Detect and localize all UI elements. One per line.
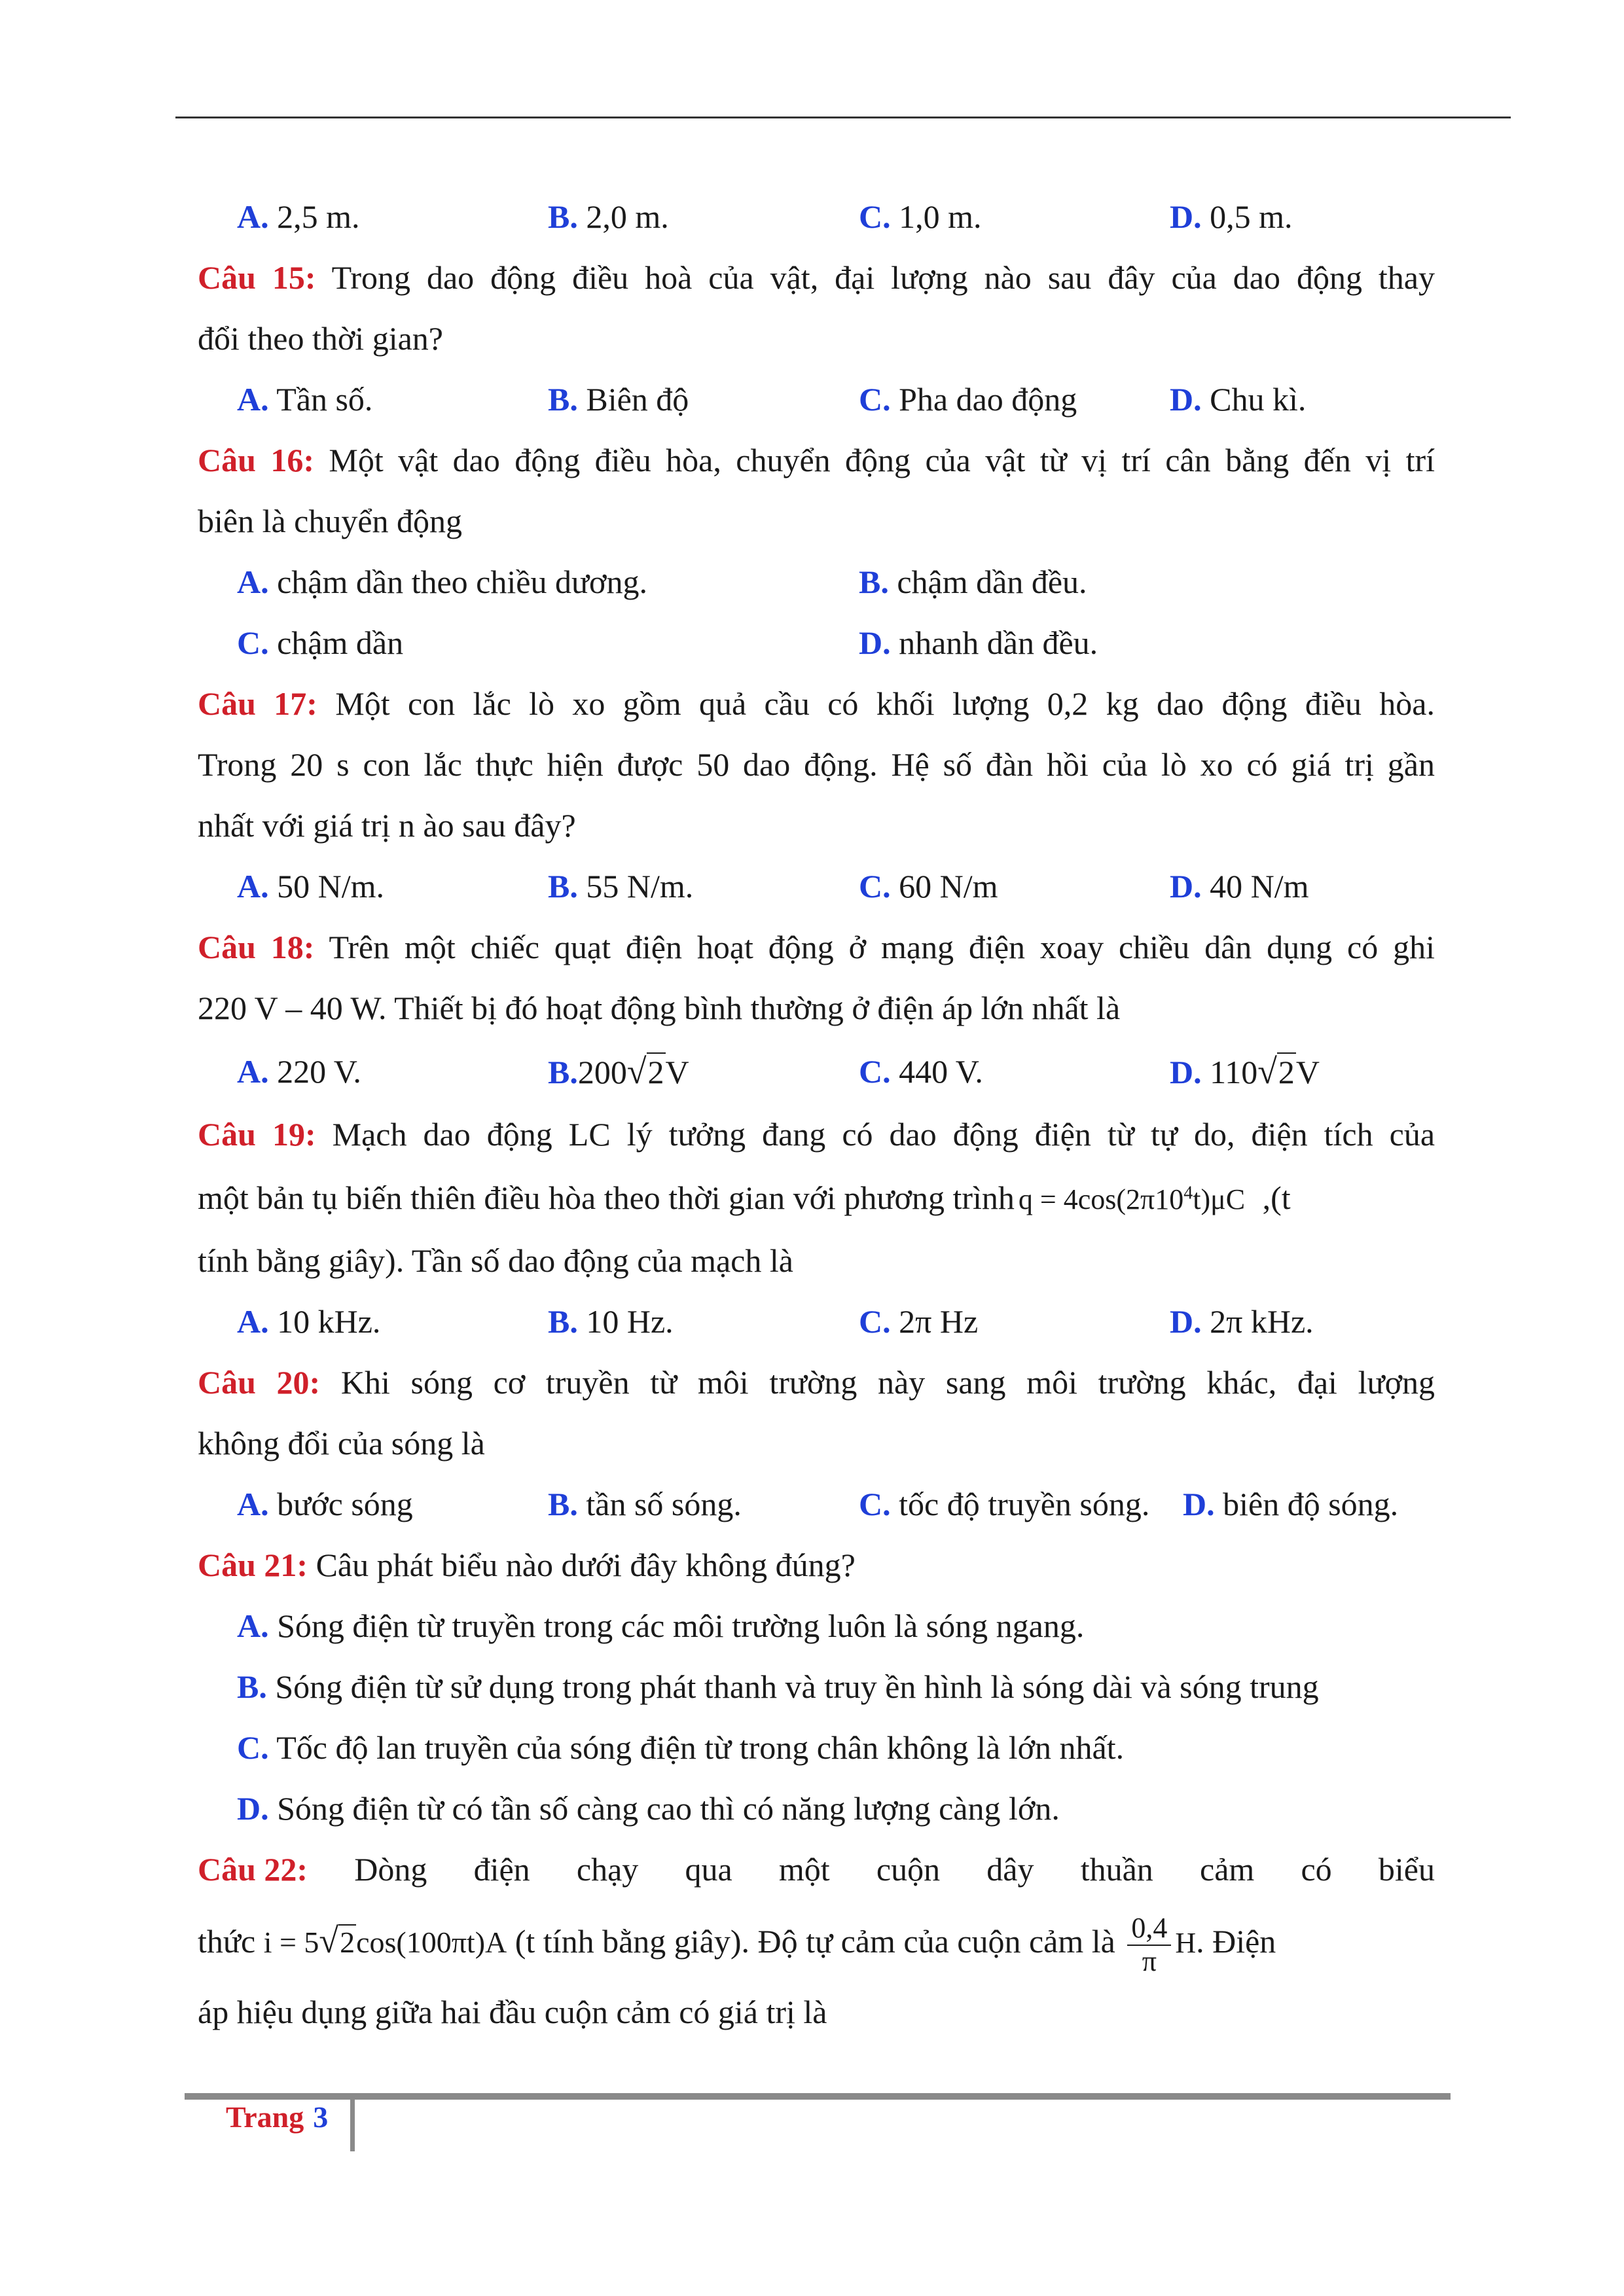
q16-option-b[interactable]: B. chậm dần đều. [859,564,1087,600]
q20-option-a[interactable]: A. bước sóng [237,1486,413,1522]
q19-equation: $q = 4\cos(2\pi 10^4t)\mu C$ [1018,1183,1246,1215]
footer-divider [350,2098,355,2151]
q21-option-d[interactable]: D. Sóng điện từ có tần số càng cao thì có năng lượng càng lớn. [237,1790,1060,1827]
q14-option-a[interactable]: A. 2,5 m. [237,198,360,235]
question-list [198,187,1435,2043]
q15-options [198,369,1435,430]
q16-stem-cont: biên là chuyển động [198,503,463,539]
q20-options [198,1474,1435,1535]
q18-number: Câu 18: [198,929,315,965]
q18-option-a[interactable]: A. 220 V. [237,1053,361,1090]
q18-stem-cont: 220 V – 40 W. Thiết bị đó hoạt động bình thường ở điện áp lớn nhất là [198,990,1121,1026]
header-rule [175,117,1511,118]
q17-option-d[interactable]: D. 40 N/m [1170,868,1309,905]
q20-option-c[interactable]: C. tốc độ truyền sóng. [859,1486,1150,1522]
q19-option-d[interactable]: D. 2π kHz. [1170,1303,1314,1340]
q14-options [198,187,1435,247]
q20-stem: Câu 20: Khi sóng cơ truyền từ môi trường này sang môi trường khác, đại lượng [198,1364,1435,1401]
q16-option-c[interactable]: C. chậm dần [237,624,404,661]
q20-number: Câu 20: [198,1364,321,1401]
q22-stem-cont2: áp hiệu dụng giữa hai đầu cuộn cảm có giá trị là [198,1994,827,2030]
page-number: Trang 3 [226,2100,329,2134]
q16-options-row2 [198,613,1435,673]
sqrt-symbol: √2 [1257,1052,1295,1091]
q19-stem: Câu 19: Mạch dao động LC lý tưởng đang có dao động điện từ tự do, điện tích của [198,1116,1435,1153]
q19-option-c[interactable]: C. 2π Hz [859,1303,979,1340]
q17-number: Câu 17: [198,685,317,722]
q17-stem: Câu 17: Một con lắc lò xo gồm quả cầu có khối lượng 0,2 kg dao động điều hòa. [198,685,1435,722]
q17-stem-cont2: nhất với giá trị n ào sau đây? [198,807,576,844]
footer-rule [185,2093,1451,2100]
q15-number: Câu 15: [198,259,316,296]
q22-stem-cont1: thức i = 5√2cos(100πt)A (t tính bằng giây). Độ tự cảm của cuộn cảm là $\frac{0,4}{\pi}$ H. Điện [198,1900,1435,1982]
q21-option-c[interactable]: C. Tốc độ lan truyền của sóng điện từ trong chân không là lớn nhất. [237,1729,1125,1766]
sqrt-symbol: √2 [626,1052,664,1091]
q16-option-d[interactable]: D. nhanh dần đều. [859,624,1098,661]
q14-option-b[interactable]: B. 2,0 m. [548,198,669,235]
q20-option-b[interactable]: B. tần số sóng. [548,1486,742,1522]
q17-option-b[interactable]: B. 55 N/m. [548,868,694,905]
q18-stem: Câu 18: Trên một chiếc quạt điện hoạt động ở mạng điện xoay chiều dân dụng có ghi [198,929,1435,965]
q18-options [198,1039,1435,1104]
q22-fraction: $\frac{0,4}{\pi}$ [1127,1912,1171,1977]
q17-option-a[interactable]: A. 50 N/m. [237,868,385,905]
q21-number: Câu 21: [198,1547,308,1583]
q15-option-c[interactable]: C. Pha dao động [859,381,1077,418]
q16-stem: Câu 16: Một vật dao động điều hòa, chuyển động của vật từ vị trí cân bằng đến vị trí [198,442,1435,478]
q17-options [198,856,1435,917]
q21-option-b[interactable]: B. Sóng điện từ sử dụng trong phát thanh và truy ền hình là sóng dài và sóng trung [237,1668,1319,1705]
q18-option-c[interactable]: C. 440 V. [859,1053,983,1090]
q21-stem: Câu 21: Câu phát biểu nào dưới đây không đúng? [198,1547,856,1583]
q19-stem-cont2: tính bằng giây). Tần số dao động của mạch là [198,1242,793,1279]
q19-stem-cont1: một bản tụ biến thiên điều hòa theo thời gian với phương trình $q = 4\cos(2\pi 10^4t)\mu C$ ,(t [198,1179,1291,1216]
q15-option-d[interactable]: D. Chu kì. [1170,381,1307,418]
q22-stem: Câu 22: Dòng điện chạy qua một cuộn dây thuần cảm có biểu [198,1839,1435,1900]
q16-option-a[interactable]: A. chậm dần theo chiều dương. [237,564,647,600]
q19-options [198,1291,1435,1352]
q15-stem-cont: đổi theo thời gian? [198,320,443,357]
q14-option-c[interactable]: C. 1,0 m. [859,198,982,235]
q19-option-b[interactable]: B. 10 Hz. [548,1303,674,1340]
q22-equation: i = 5√2cos(100πt)A [264,1926,507,1959]
q21-option-a[interactable]: A. Sóng điện từ truyền trong các môi trường luôn là sóng ngang. [237,1607,1085,1644]
q18-option-b[interactable]: B.200√2V [548,1039,689,1105]
q15-option-b[interactable]: B. Biên độ [548,381,689,418]
q20-stem-cont: không đổi của sóng là [198,1425,485,1462]
q18-option-d[interactable]: D. 110√2V [1170,1039,1320,1105]
q16-number: Câu 16: [198,442,314,478]
q19-number: Câu 19: [198,1116,316,1153]
q22-number: Câu 22: [198,1851,308,1888]
q16-options-row1 [198,552,1435,613]
q15-option-a[interactable]: A. Tần số. [237,381,373,418]
q15-stem: Câu 15: Trong dao động điều hoà của vật, đại lượng nào sau đây của dao động thay [198,259,1435,296]
q17-stem-cont1: Trong 20 s con lắc thực hiện được 50 dao động. Hệ số đàn hồi của lò xo có giá trị gần [198,746,1435,783]
q20-option-d[interactable]: D. biên độ sóng. [1183,1486,1399,1522]
q17-option-c[interactable]: C. 60 N/m [859,868,998,905]
sqrt-symbol: √2 [319,1921,355,1960]
q19-option-a[interactable]: A. 10 kHz. [237,1303,381,1340]
q14-option-d[interactable]: D. 0,5 m. [1170,198,1293,235]
